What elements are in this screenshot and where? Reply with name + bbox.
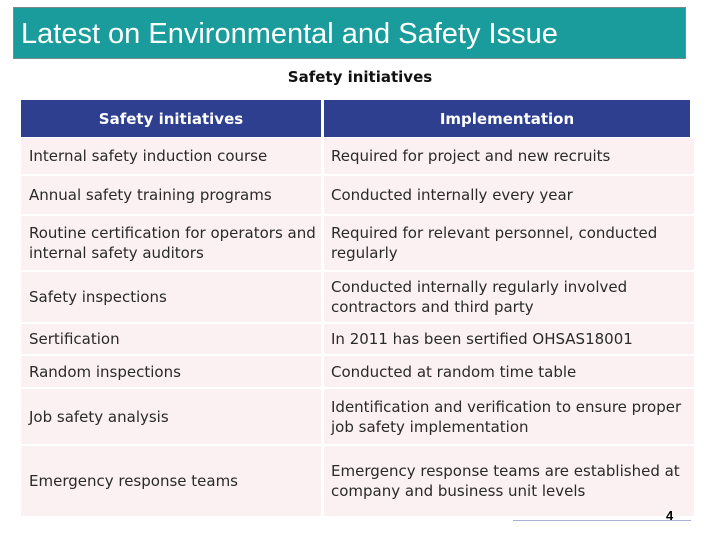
implementation-cell: Conducted internally regularly involved contractors and third party — [324, 272, 694, 322]
initiative-cell: Annual safety training programs — [21, 176, 321, 214]
slide-title-bar — [13, 7, 686, 59]
table-row — [21, 356, 690, 389]
implementation-cell: Emergency response teams are established at company and business unit levels — [324, 446, 694, 516]
table-row — [21, 389, 690, 446]
table-row — [21, 324, 690, 356]
initiative-cell: Random inspections — [21, 356, 321, 387]
initiative-cell: Job safety analysis — [21, 389, 321, 444]
implementation-cell: Required for project and new recruits — [324, 138, 694, 174]
table-row — [21, 272, 690, 324]
initiative-cell: Sertification — [21, 324, 321, 354]
table-row — [21, 138, 690, 176]
table-row — [21, 176, 690, 216]
implementation-cell: Conducted internally every year — [324, 176, 694, 214]
implementation-cell: Required for relevant personnel, conducted regularly — [324, 216, 694, 270]
header-implementation: Implementation — [324, 100, 690, 137]
page-number: 4 — [666, 508, 674, 523]
table-row — [21, 216, 690, 272]
slide-subtitle: Safety initiatives — [287, 68, 433, 86]
implementation-cell: In 2011 has been sertified OHSAS18001 — [324, 324, 694, 354]
safety-initiatives-table — [21, 100, 690, 518]
initiative-cell: Safety inspections — [21, 272, 321, 322]
initiative-cell: Routine certification for operators and internal safety auditors — [21, 216, 321, 270]
implementation-cell: Identification and verification to ensure proper job safety implementation — [324, 389, 694, 444]
implementation-cell: Conducted at random time table — [324, 356, 694, 387]
table-header-row — [21, 100, 690, 138]
initiative-cell: Internal safety induction course — [21, 138, 321, 174]
slide-title: Latest on Environmental and Safety Issue — [21, 18, 558, 50]
footer-rule — [513, 520, 691, 521]
initiative-cell: Emergency response teams — [21, 446, 321, 516]
header-safety-initiatives: Safety initiatives — [21, 100, 321, 137]
table-row — [21, 446, 690, 518]
